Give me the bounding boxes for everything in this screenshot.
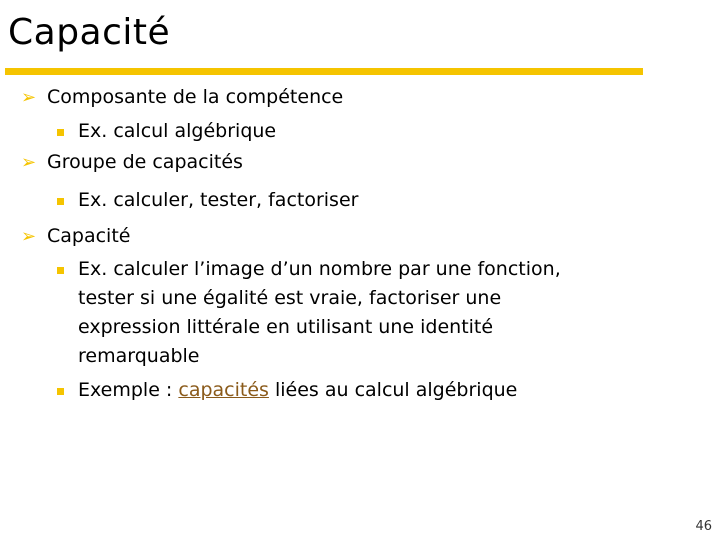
arrow-bullet-icon: ➢ [21,226,37,247]
square-bullet-icon [57,198,64,205]
sub-bullet-continuation: tester si une égalité est vraie, factoriser une [78,287,502,309]
sub-bullet-text: Ex. calculer, tester, factoriser [78,189,359,211]
example-line [57,379,517,401]
square-bullet-icon [57,129,64,136]
square-bullet-icon [57,388,64,395]
capacites-link[interactable]: capacités [178,379,269,401]
sub-bullet-continuation: expression littérale en utilisant une identité [78,316,494,338]
bullet-text: Capacité [47,225,131,247]
bullet-item [21,83,343,112]
bullet-text: Composante de la compétence [47,86,344,108]
title-underline [5,68,643,75]
sub-bullet-item [57,376,517,405]
bullet-item [21,148,243,177]
sub-bullet-text: Ex. calculer l’image d’un nombre par une fonction, [78,258,561,280]
sub-bullet-item [57,186,358,215]
bullet-text: Groupe de capacités [47,151,243,173]
sub-bullet-item [57,255,561,284]
square-bullet-icon [57,267,64,274]
example-prefix: Exemple : [78,379,179,401]
sub-bullet-item [57,117,276,146]
page-number: 46 [695,519,712,534]
slide-title: Capacité [8,12,171,53]
bullet-item [21,222,130,251]
sub-bullet-continuation: remarquable [78,345,200,367]
arrow-bullet-icon: ➢ [21,87,37,108]
arrow-bullet-icon: ➢ [21,152,37,173]
example-suffix: liées au calcul algébrique [268,379,518,401]
sub-bullet-text: Ex. calcul algébrique [78,120,277,142]
